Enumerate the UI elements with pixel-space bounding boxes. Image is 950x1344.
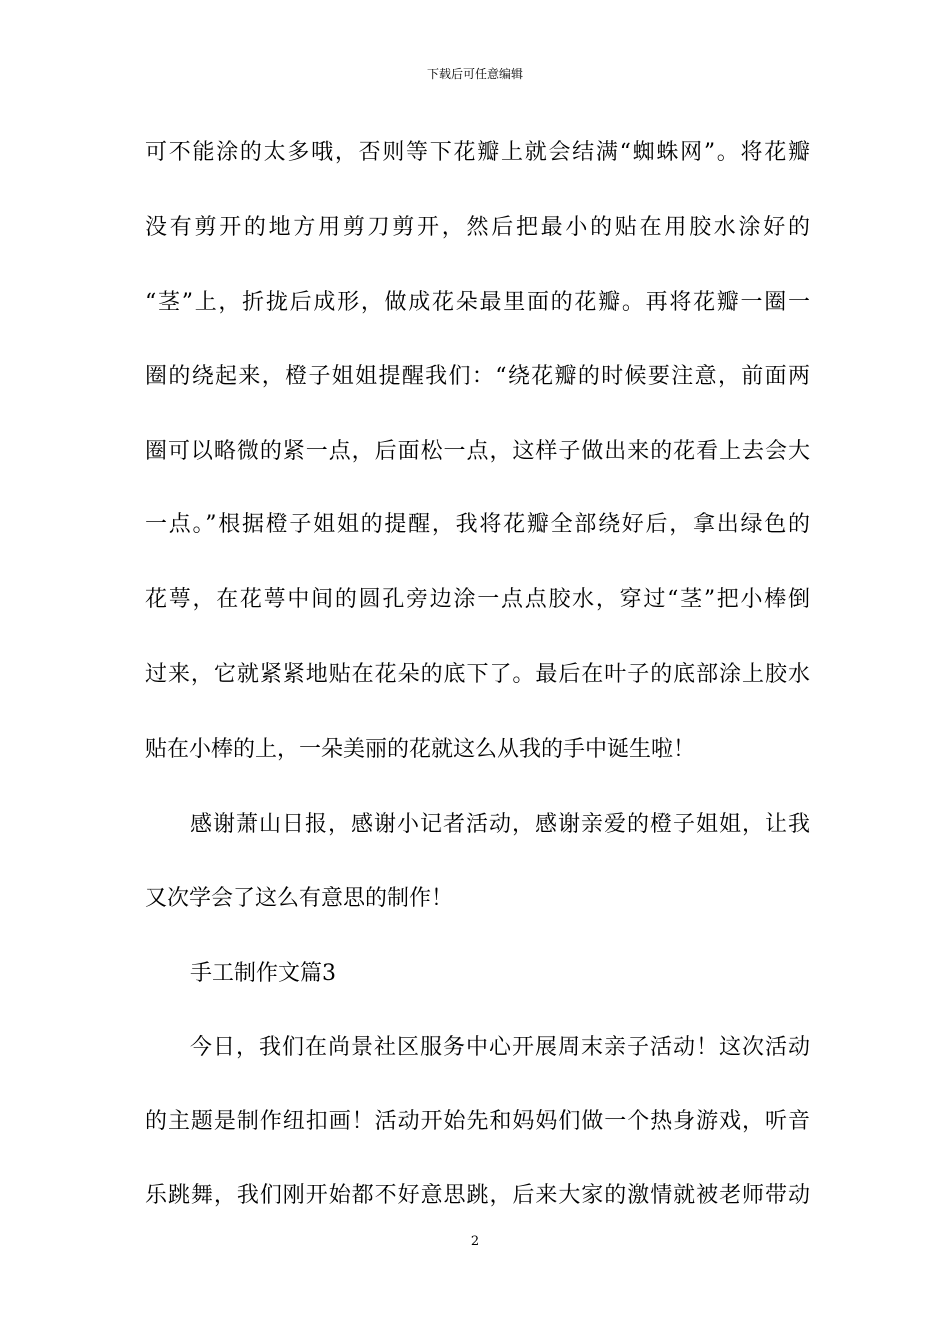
page-header: 下载后可任意编辑 [426, 67, 523, 81]
text-line: 过来，它就紧紧地贴在花朵的底下了。最后在叶子的底部涂上胶水 [145, 662, 810, 687]
paragraph-first-line: 今日，我们在尚景社区服务中心开展周末亲子活动！这次活动 [190, 1035, 810, 1060]
text-line: 的主题是制作纽扣画！活动开始先和妈妈们做一个热身游戏，听音 [145, 1109, 810, 1134]
text-line: 圈可以略微的紧一点，后面松一点，这样子做出来的花看上去会大 [145, 439, 810, 464]
text-line: “茎”上，折拢后成形，做成花朵最里面的花瓣。再将花瓣一圈一 [145, 290, 810, 315]
paragraph-end-line: 又次学会了这么有意思的制作！ [145, 886, 454, 911]
text-line: 可不能涂的太多哦，否则等下花瓣上就会结满“蜘蛛网”。将花瓣 [145, 140, 810, 165]
text-line: 花萼，在花萼中间的圆孔旁边涂一点点胶水，穿过“茎”把小棒倒 [145, 587, 810, 612]
section-heading: 手工制作文篇3 [190, 961, 336, 986]
page-number: 2 [470, 1234, 480, 1249]
text-line: 乐跳舞，我们刚开始都不好意思跳，后来大家的激情就被老师带动 [145, 1183, 810, 1208]
text-line: 圈的绕起来，橙子姐姐提醒我们：“绕花瓣的时候要注意，前面两 [145, 364, 810, 389]
paragraph-first-line: 感谢萧山日报，感谢小记者活动，感谢亲爱的橙子姐姐，让我 [190, 812, 810, 837]
paragraph-end-line: 贴在小棒的上，一朵美丽的花就这么从我的手中诞生啦！ [145, 737, 696, 762]
text-line: 一点。”根据橙子姐姐的提醒，我将花瓣全部绕好后，拿出绿色的 [145, 512, 810, 537]
text-line: 没有剪开的地方用剪刀剪开，然后把最小的贴在用胶水涂好的 [145, 215, 810, 240]
